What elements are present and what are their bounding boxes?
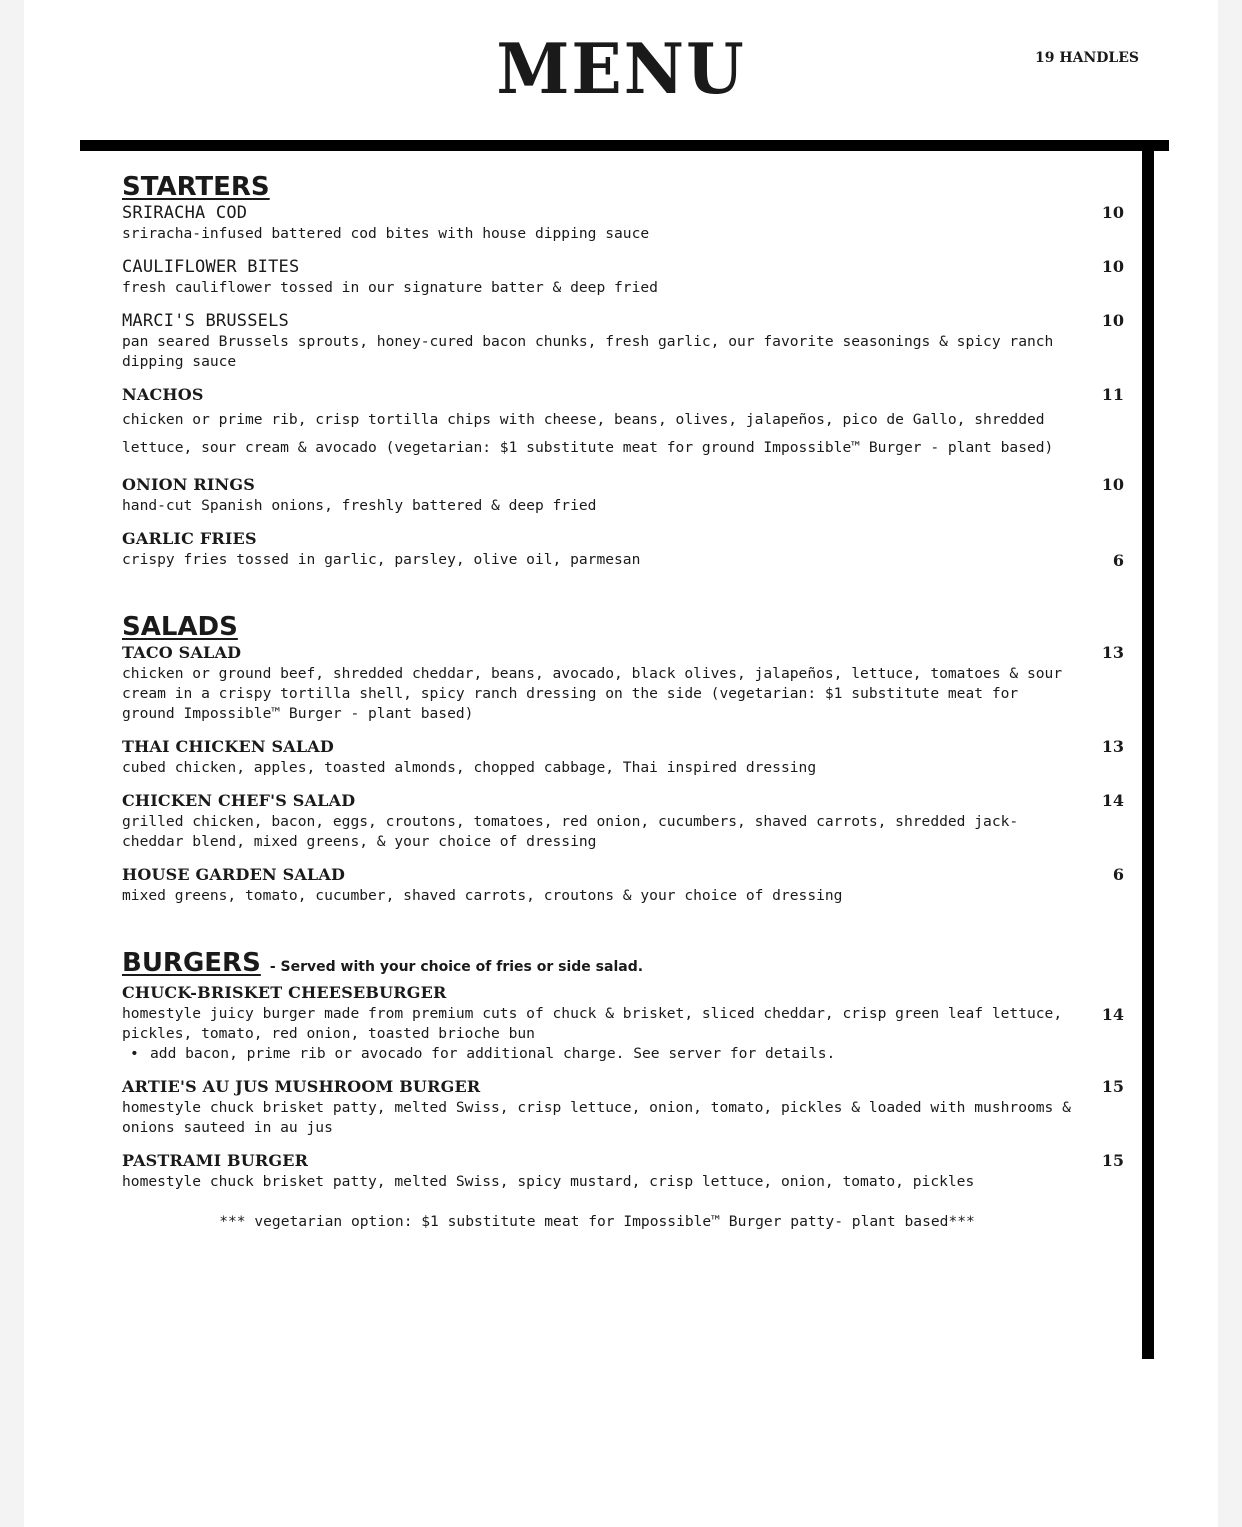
menu-item xyxy=(122,310,1124,372)
item-price: 13 xyxy=(1101,737,1124,756)
menu-item xyxy=(122,1150,1124,1192)
menu-item xyxy=(122,202,1124,244)
item-description: homestyle juicy burger made from premium cuts of chuck & brisket, sliced cheddar, crisp green leaf lettuce, pickles, tomato, red onion, toasted brioche bun xyxy=(122,1005,1063,1042)
item-price: 10 xyxy=(1101,257,1124,276)
item-name: GARLIC FRIES xyxy=(122,529,257,548)
menu-item xyxy=(122,528,1124,570)
item-price: 14 xyxy=(1101,1005,1124,1024)
item-description: chicken or prime rib, crisp tortilla chips with cheese, beans, olives, jalapeños, pico de Gallo, shredded lettuce, sour cream & avocado (vegetarian: $1 substitute meat for ground Impossible™ Burger - plant based) xyxy=(122,411,1054,456)
item-description: chicken or ground beef, shredded cheddar, beans, avocado, black olives, jalapeños, lettuce, tomatoes & sour cream in a crispy tortilla shell, spicy ranch dressing on the side (vegetarian: $1 substitute meat for ground Impossible™ Burger - plant based) xyxy=(122,665,1063,722)
menu-item xyxy=(122,256,1124,298)
item-price: 13 xyxy=(1101,643,1124,662)
vegetarian-footnote: *** vegetarian option: $1 substitute meat for Impossible™ Burger patty- plant based*** xyxy=(219,1213,975,1230)
item-description: crispy fries tossed in garlic, parsley, olive oil, parmesan xyxy=(122,551,641,568)
item-name: CHUCK-BRISKET CHEESEBURGER xyxy=(122,983,447,1002)
item-name: ARTIE'S AU JUS MUSHROOM BURGER xyxy=(122,1077,481,1096)
top-divider xyxy=(80,140,1169,151)
menu-item xyxy=(122,384,1124,462)
menu-item xyxy=(122,736,1124,778)
section-heading: BURGERS - Served with your choice of fries or side salad. xyxy=(122,948,644,978)
item-name: ONION RINGS xyxy=(122,475,256,494)
menu-item xyxy=(122,864,1124,906)
item-price: 6 xyxy=(1112,865,1124,884)
starters-section xyxy=(122,172,1124,570)
item-description: homestyle chuck brisket patty, melted Swiss, spicy mustard, crisp lettuce, onion, tomato, pickles xyxy=(122,1173,975,1190)
item-description: mixed greens, tomato, cucumber, shaved carrots, croutons & your choice of dressing xyxy=(122,887,843,904)
item-name: SRIRACHA COD xyxy=(122,203,248,223)
section-heading: STARTERS xyxy=(122,172,270,202)
item-price: 10 xyxy=(1101,311,1124,330)
item-price: 6 xyxy=(1112,551,1124,570)
item-price: 11 xyxy=(1101,385,1124,404)
item-description: cubed chicken, apples, toasted almonds, chopped cabbage, Thai inspired dressing xyxy=(122,759,817,776)
item-name: TACO SALAD xyxy=(122,643,242,662)
menu-item xyxy=(122,982,1124,1064)
item-name: MARCI'S BRUSSELS xyxy=(122,311,289,331)
item-description: homestyle chuck brisket patty, melted Swiss, crisp lettuce, onion, tomato, pickles & loaded with mushrooms & onions sauteed in au jus xyxy=(122,1099,1071,1136)
menu-content xyxy=(122,172,1124,1232)
item-price: 15 xyxy=(1101,1151,1124,1170)
item-note: • add bacon, prime rib or avocado for additional charge. See server for details. xyxy=(130,1045,836,1062)
menu-item xyxy=(122,642,1124,724)
item-description: pan seared Brussels sprouts, honey-cured bacon chunks, fresh garlic, our favorite seasonings & spicy ranch dipping sauce xyxy=(122,333,1054,370)
item-name: THAI CHICKEN SALAD xyxy=(122,737,334,756)
menu-page xyxy=(24,0,1218,1527)
section-heading: SALADS xyxy=(122,612,238,642)
page-title: MENU xyxy=(496,28,746,110)
item-price: 14 xyxy=(1101,791,1124,810)
item-description: fresh cauliflower tossed in our signature batter & deep fried xyxy=(122,279,658,296)
item-name: CAULIFLOWER BITES xyxy=(122,257,300,277)
brand-name: 19 HANDLES xyxy=(1035,50,1140,66)
item-price: 10 xyxy=(1101,475,1124,494)
item-name: NACHOS xyxy=(122,385,204,404)
side-divider xyxy=(1142,151,1154,1359)
salads-section xyxy=(122,612,1124,906)
burgers-section xyxy=(122,948,1124,1232)
menu-item xyxy=(122,790,1124,852)
section-subheading: - Served with your choice of fries or side salad. xyxy=(269,959,644,975)
item-price: 10 xyxy=(1101,203,1124,222)
menu-item xyxy=(122,474,1124,516)
item-description: grilled chicken, bacon, eggs, croutons, tomatoes, red onion, cucumbers, shaved carrots, shredded jack-cheddar blend, mixed greens, & your choice of dressing xyxy=(122,813,1019,850)
item-price: 15 xyxy=(1101,1077,1124,1096)
item-name: HOUSE GARDEN SALAD xyxy=(122,865,346,884)
item-name: CHICKEN CHEF'S SALAD xyxy=(122,791,356,810)
item-description: hand-cut Spanish onions, freshly battered & deep fried xyxy=(122,497,597,514)
menu-item xyxy=(122,1076,1124,1138)
item-description: sriracha-infused battered cod bites with house dipping sauce xyxy=(122,225,650,242)
item-name: PASTRAMI BURGER xyxy=(122,1151,309,1170)
